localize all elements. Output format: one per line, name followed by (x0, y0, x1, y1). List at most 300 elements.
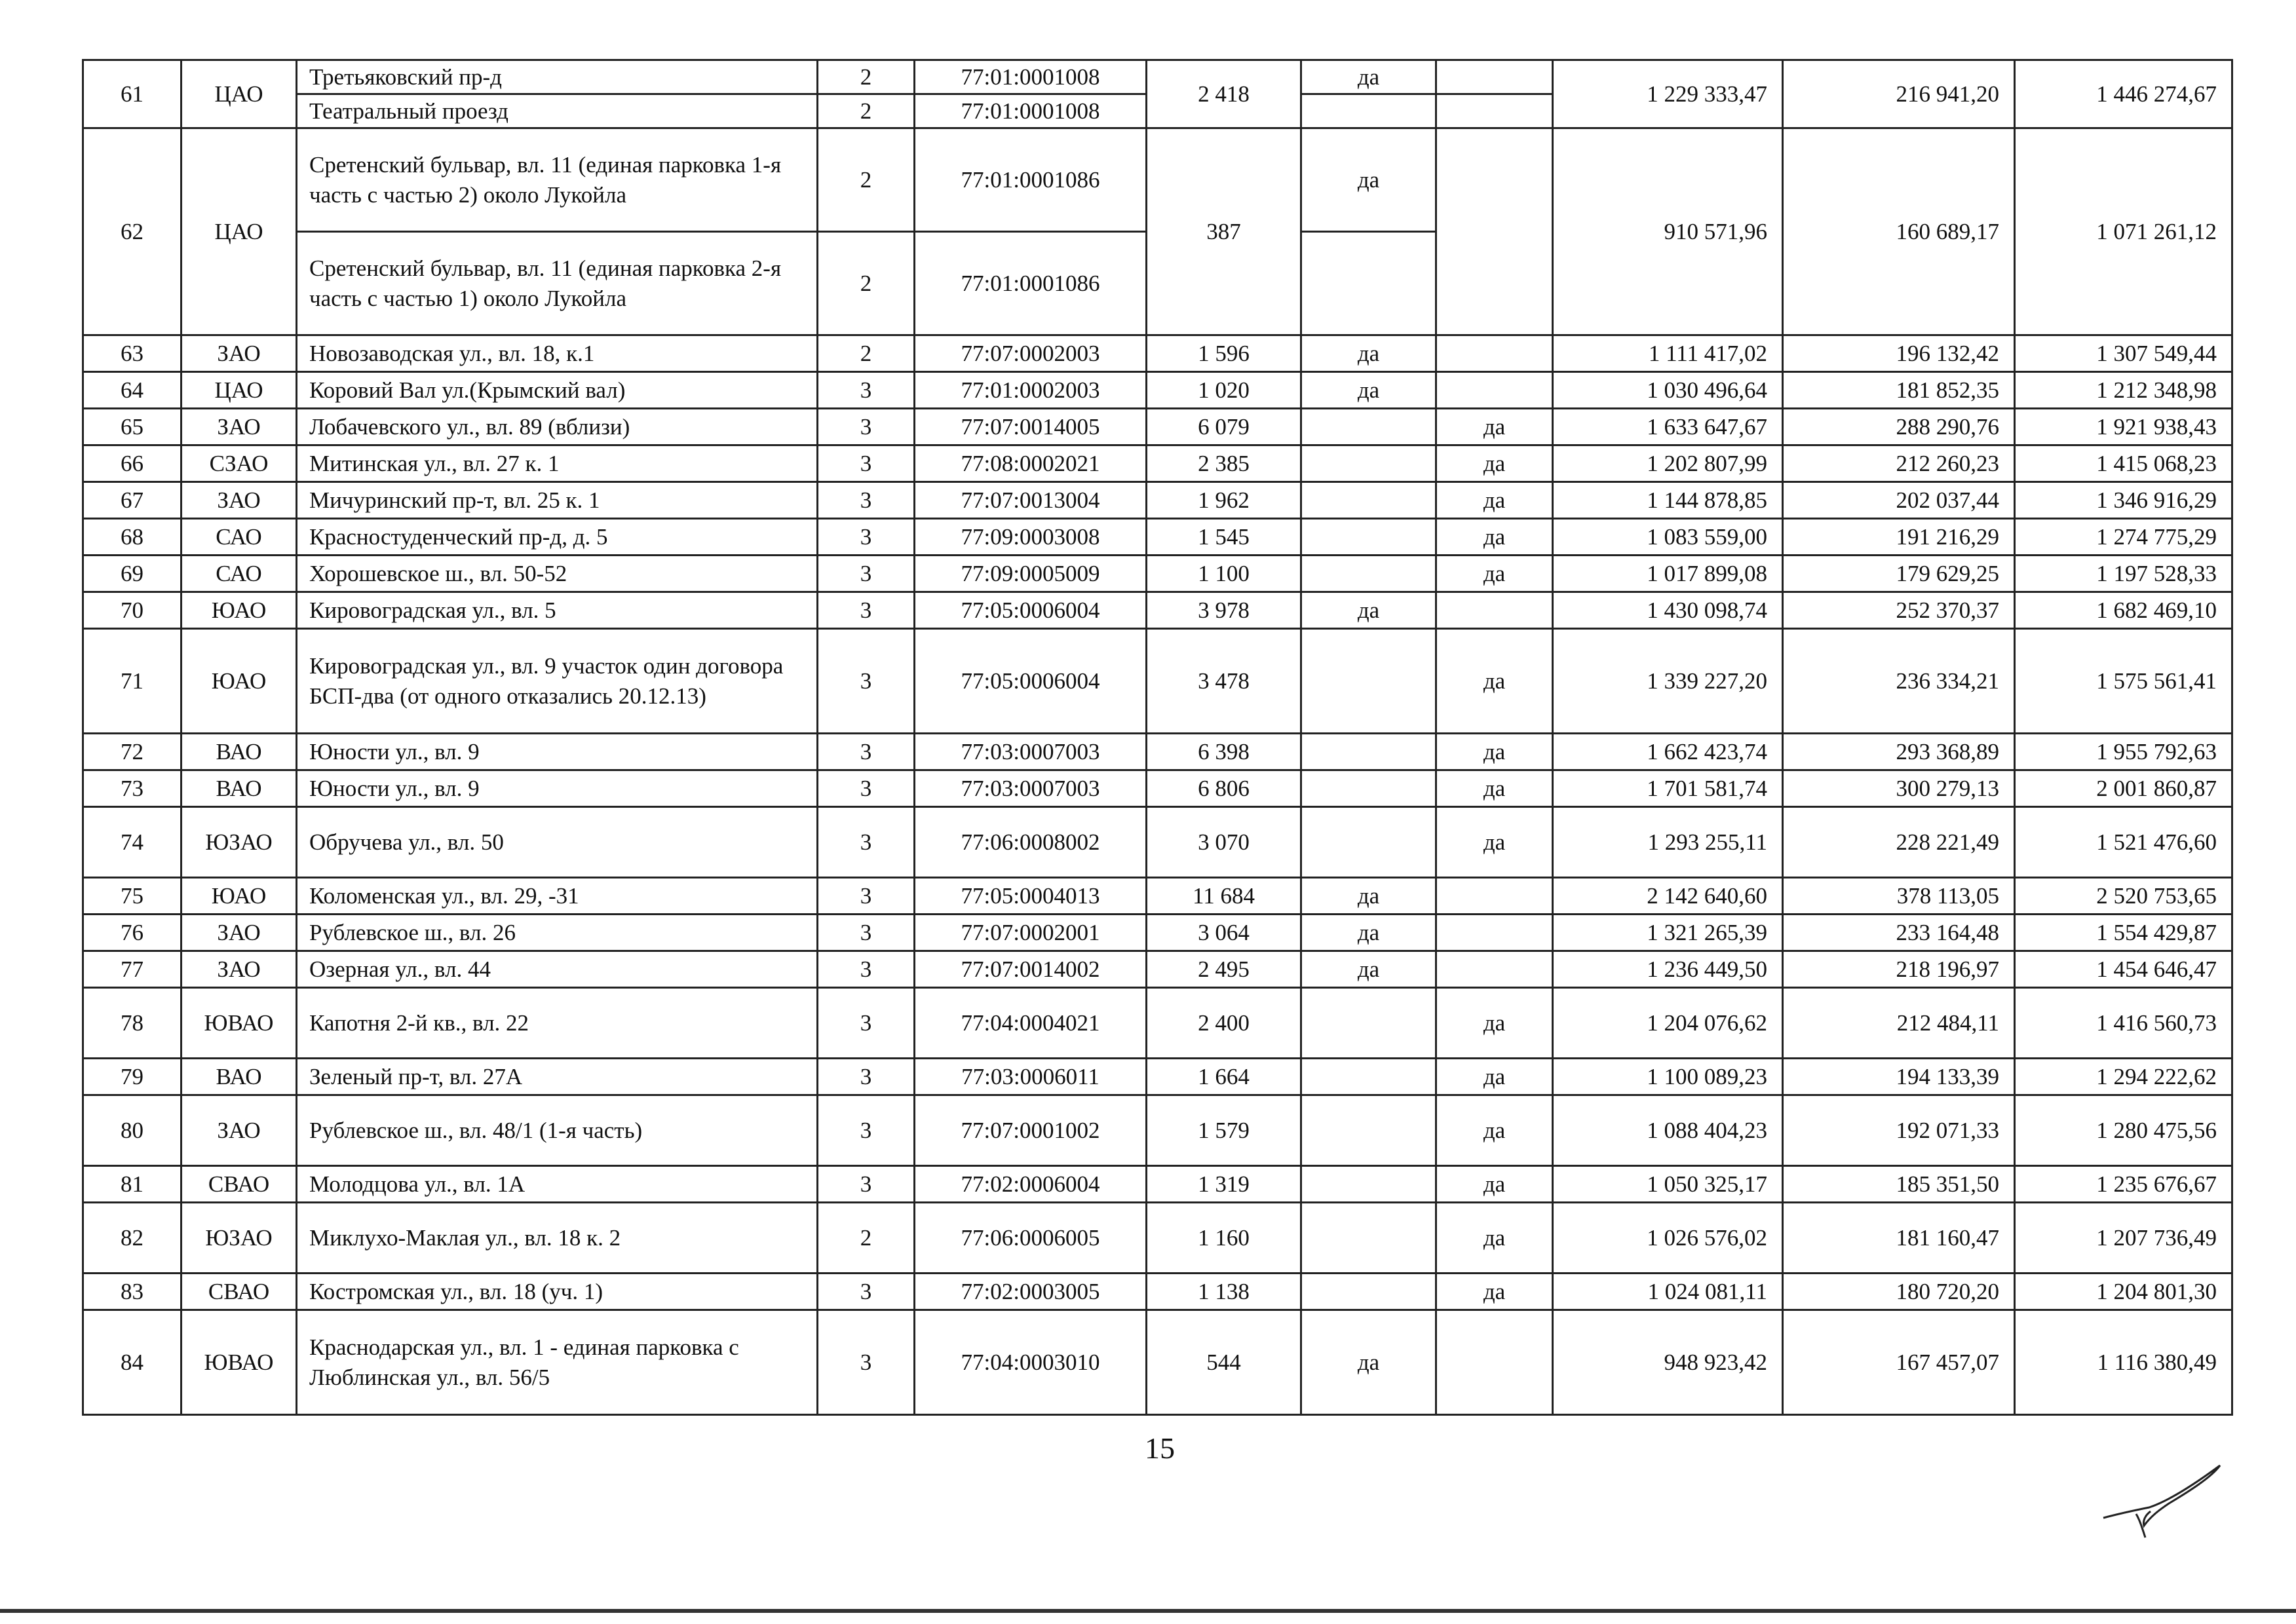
vat-cell: 181 160,47 (1783, 1203, 2015, 1274)
district-cell: САО (182, 556, 297, 592)
vat-cell: 228 221,49 (1783, 807, 2015, 878)
flag-a-cell (1301, 1166, 1436, 1203)
total-cell: 1 116 380,49 (2015, 1310, 2232, 1415)
price-cell: 1 024 081,11 (1553, 1274, 1783, 1310)
cadastral-cell: 77:07:0013004 (915, 482, 1147, 519)
table-row (83, 1203, 2232, 1274)
district-cell: ЮВАО (182, 1310, 297, 1415)
price-cell: 1 633 647,67 (1553, 409, 1783, 445)
cadastral-cell: 77:02:0003005 (915, 1274, 1147, 1310)
zone-cell: 2 (818, 232, 915, 335)
total-cell: 1 346 916,29 (2015, 482, 2232, 519)
zone-cell: 2 (818, 94, 915, 128)
row-number-cell: 80 (83, 1095, 182, 1166)
address-cell: Капотня 2-й кв., вл. 22 (297, 988, 818, 1059)
cadastral-cell: 77:04:0004021 (915, 988, 1147, 1059)
district-cell: ВАО (182, 770, 297, 807)
flag-b-cell: да (1436, 734, 1553, 770)
table-row (83, 1059, 2232, 1095)
total-cell: 1 294 222,62 (2015, 1059, 2232, 1095)
flag-a-cell (1301, 556, 1436, 592)
price-cell: 1 701 581,74 (1553, 770, 1783, 807)
zone-cell: 3 (818, 1166, 915, 1203)
flag-a-cell (1301, 1095, 1436, 1166)
flag-b-cell (1436, 592, 1553, 629)
district-cell: ЗАО (182, 951, 297, 988)
district-cell: ЮАО (182, 592, 297, 629)
flag-a-cell: да (1301, 60, 1436, 94)
area-cell: 11 684 (1147, 878, 1301, 915)
area-cell: 3 070 (1147, 807, 1301, 878)
price-cell: 948 923,42 (1553, 1310, 1783, 1415)
flag-b-cell: да (1436, 1166, 1553, 1203)
flag-a-cell (1301, 232, 1436, 335)
total-cell: 1 307 549,44 (2015, 335, 2232, 372)
row-number-cell: 70 (83, 592, 182, 629)
cadastral-cell: 77:01:0001008 (915, 94, 1147, 128)
flag-b-cell (1436, 60, 1553, 94)
vat-cell: 179 629,25 (1783, 556, 2015, 592)
flag-b-cell (1436, 128, 1553, 335)
vat-cell: 167 457,07 (1783, 1310, 2015, 1415)
row-number-cell: 61 (83, 60, 182, 128)
flag-a-cell (1301, 734, 1436, 770)
address-cell: Кировоградская ул., вл. 9 участок один договора БСП-два (от одного отказались 20.12.13) (297, 629, 818, 734)
flag-a-cell (1301, 409, 1436, 445)
row-number-cell: 67 (83, 482, 182, 519)
area-cell: 1 100 (1147, 556, 1301, 592)
row-number-cell: 84 (83, 1310, 182, 1415)
area-cell: 1 596 (1147, 335, 1301, 372)
vat-cell: 216 941,20 (1783, 60, 2015, 128)
flag-a-cell: да (1301, 915, 1436, 951)
zone-cell: 3 (818, 519, 915, 556)
row-number-cell: 82 (83, 1203, 182, 1274)
flag-b-cell (1436, 372, 1553, 409)
district-cell: ЮАО (182, 878, 297, 915)
total-cell: 1 274 775,29 (2015, 519, 2232, 556)
address-cell: Кировоградская ул., вл. 5 (297, 592, 818, 629)
address-cell: Костромская ул., вл. 18 (уч. 1) (297, 1274, 818, 1310)
flag-a-cell: да (1301, 372, 1436, 409)
district-cell: ЗАО (182, 915, 297, 951)
address-cell: Молодцова ул., вл. 1А (297, 1166, 818, 1203)
vat-cell: 194 133,39 (1783, 1059, 2015, 1095)
address-cell: Краснодарская ул., вл. 1 - единая парковка с Люблинская ул., вл. 56/5 (297, 1310, 818, 1415)
row-number-cell: 79 (83, 1059, 182, 1095)
zone-cell: 2 (818, 335, 915, 372)
flag-b-cell: да (1436, 482, 1553, 519)
table-row (83, 60, 2232, 94)
address-cell: Новозаводская ул., вл. 18, к.1 (297, 335, 818, 372)
address-cell: Театральный проезд (297, 94, 818, 128)
vat-cell: 180 720,20 (1783, 1274, 2015, 1310)
area-cell: 2 400 (1147, 988, 1301, 1059)
price-cell: 1 100 089,23 (1553, 1059, 1783, 1095)
district-cell: СЗАО (182, 445, 297, 482)
total-cell: 1 521 476,60 (2015, 807, 2232, 878)
zone-cell: 3 (818, 951, 915, 988)
total-cell: 1 204 801,30 (2015, 1274, 2232, 1310)
flag-a-cell (1301, 629, 1436, 734)
flag-a-cell (1301, 519, 1436, 556)
flag-b-cell: да (1436, 807, 1553, 878)
address-cell: Красностуденческий пр-д, д. 5 (297, 519, 818, 556)
flag-b-cell: да (1436, 556, 1553, 592)
cadastral-cell: 77:05:0004013 (915, 878, 1147, 915)
vat-cell: 212 484,11 (1783, 988, 2015, 1059)
row-number-cell: 66 (83, 445, 182, 482)
price-cell: 1 202 807,99 (1553, 445, 1783, 482)
vat-cell: 288 290,76 (1783, 409, 2015, 445)
area-cell: 6 079 (1147, 409, 1301, 445)
flag-b-cell: да (1436, 770, 1553, 807)
vat-cell: 252 370,37 (1783, 592, 2015, 629)
zone-cell: 3 (818, 409, 915, 445)
area-cell: 1 020 (1147, 372, 1301, 409)
flag-b-cell (1436, 915, 1553, 951)
address-cell: Юности ул., вл. 9 (297, 770, 818, 807)
price-cell: 1 339 227,20 (1553, 629, 1783, 734)
zone-cell: 3 (818, 770, 915, 807)
price-cell: 1 430 098,74 (1553, 592, 1783, 629)
vat-cell: 185 351,50 (1783, 1166, 2015, 1203)
table-row (83, 592, 2232, 629)
cadastral-cell: 77:04:0003010 (915, 1310, 1147, 1415)
table-row (83, 482, 2232, 519)
table-row (83, 1310, 2232, 1415)
cadastral-cell: 77:09:0005009 (915, 556, 1147, 592)
flag-a-cell (1301, 445, 1436, 482)
address-cell: Рублевское ш., вл. 48/1 (1-я часть) (297, 1095, 818, 1166)
row-number-cell: 74 (83, 807, 182, 878)
cadastral-cell: 77:01:0001086 (915, 128, 1147, 232)
table-row (83, 128, 2232, 232)
table-row (83, 807, 2232, 878)
district-cell: СВАО (182, 1166, 297, 1203)
cadastral-cell: 77:01:0001008 (915, 60, 1147, 94)
flag-a-cell (1301, 988, 1436, 1059)
vat-cell: 202 037,44 (1783, 482, 2015, 519)
cadastral-cell: 77:05:0006004 (915, 592, 1147, 629)
zone-cell: 2 (818, 1203, 915, 1274)
zone-cell: 3 (818, 1095, 915, 1166)
address-cell: Юности ул., вл. 9 (297, 734, 818, 770)
area-cell: 3 064 (1147, 915, 1301, 951)
row-number-cell: 75 (83, 878, 182, 915)
cadastral-cell: 77:06:0006005 (915, 1203, 1147, 1274)
zone-cell: 3 (818, 1274, 915, 1310)
total-cell: 1 235 676,67 (2015, 1166, 2232, 1203)
vat-cell: 300 279,13 (1783, 770, 2015, 807)
flag-b-cell: да (1436, 988, 1553, 1059)
row-number-cell: 81 (83, 1166, 182, 1203)
vat-cell: 196 132,42 (1783, 335, 2015, 372)
vat-cell: 192 071,33 (1783, 1095, 2015, 1166)
total-cell: 1 071 261,12 (2015, 128, 2232, 335)
area-cell: 2 418 (1147, 60, 1301, 128)
vat-cell: 236 334,21 (1783, 629, 2015, 734)
area-cell: 1 138 (1147, 1274, 1301, 1310)
flag-a-cell (1301, 807, 1436, 878)
price-cell: 1 293 255,11 (1553, 807, 1783, 878)
row-number-cell: 71 (83, 629, 182, 734)
row-number-cell: 62 (83, 128, 182, 335)
flag-b-cell (1436, 94, 1553, 128)
district-cell: ЦАО (182, 60, 297, 128)
address-cell: Коломенская ул., вл. 29, -31 (297, 878, 818, 915)
table-row (83, 519, 2232, 556)
price-cell: 1 026 576,02 (1553, 1203, 1783, 1274)
zone-cell: 3 (818, 1310, 915, 1415)
table-row (83, 988, 2232, 1059)
area-cell: 6 806 (1147, 770, 1301, 807)
cadastral-cell: 77:03:0007003 (915, 734, 1147, 770)
flag-b-cell: да (1436, 629, 1553, 734)
table-row (83, 951, 2232, 988)
price-cell: 1 236 449,50 (1553, 951, 1783, 988)
table-row (83, 1274, 2232, 1310)
address-cell: Митинская ул., вл. 27 к. 1 (297, 445, 818, 482)
cadastral-cell: 77:09:0003008 (915, 519, 1147, 556)
flag-a-cell: да (1301, 878, 1436, 915)
total-cell: 2 001 860,87 (2015, 770, 2232, 807)
price-cell: 2 142 640,60 (1553, 878, 1783, 915)
flag-b-cell: да (1436, 1095, 1553, 1166)
flag-b-cell: да (1436, 409, 1553, 445)
zone-cell: 2 (818, 128, 915, 232)
cadastral-cell: 77:07:0002003 (915, 335, 1147, 372)
area-cell: 544 (1147, 1310, 1301, 1415)
total-cell: 1 921 938,43 (2015, 409, 2232, 445)
area-cell: 387 (1147, 128, 1301, 335)
district-cell: ЮЗАО (182, 807, 297, 878)
district-cell: ЗАО (182, 335, 297, 372)
row-number-cell: 78 (83, 988, 182, 1059)
zone-cell: 3 (818, 556, 915, 592)
parking-lots-table (82, 59, 2233, 1416)
vat-cell: 293 368,89 (1783, 734, 2015, 770)
page-number: 15 (1145, 1431, 1175, 1465)
table-row (83, 770, 2232, 807)
vat-cell: 378 113,05 (1783, 878, 2015, 915)
total-cell: 2 520 753,65 (2015, 878, 2232, 915)
zone-cell: 3 (818, 372, 915, 409)
flag-b-cell: да (1436, 445, 1553, 482)
flag-a-cell: да (1301, 592, 1436, 629)
flag-b-cell: да (1436, 1203, 1553, 1274)
total-cell: 1 446 274,67 (2015, 60, 2232, 128)
district-cell: ЦАО (182, 372, 297, 409)
flag-a-cell (1301, 1203, 1436, 1274)
total-cell: 1 682 469,10 (2015, 592, 2232, 629)
vat-cell: 212 260,23 (1783, 445, 2015, 482)
address-cell: Сретенский бульвар, вл. 11 (единая парковка 1-я часть с частью 2) около Лукойла (297, 128, 818, 232)
price-cell: 1 088 404,23 (1553, 1095, 1783, 1166)
area-cell: 3 478 (1147, 629, 1301, 734)
price-cell: 1 083 559,00 (1553, 519, 1783, 556)
area-cell: 1 664 (1147, 1059, 1301, 1095)
row-number-cell: 69 (83, 556, 182, 592)
row-number-cell: 63 (83, 335, 182, 372)
zone-cell: 3 (818, 988, 915, 1059)
table-row (83, 915, 2232, 951)
address-cell: Третьяковский пр-д (297, 60, 818, 94)
total-cell: 1 955 792,63 (2015, 734, 2232, 770)
table-row (83, 878, 2232, 915)
area-cell: 1 579 (1147, 1095, 1301, 1166)
cadastral-cell: 77:03:0007003 (915, 770, 1147, 807)
vat-cell: 160 689,17 (1783, 128, 2015, 335)
cadastral-cell: 77:03:0006011 (915, 1059, 1147, 1095)
total-cell: 1 207 736,49 (2015, 1203, 2232, 1274)
cadastral-cell: 77:07:0014002 (915, 951, 1147, 988)
vat-cell: 191 216,29 (1783, 519, 2015, 556)
row-number-cell: 73 (83, 770, 182, 807)
price-cell: 1 144 878,85 (1553, 482, 1783, 519)
table-row (83, 335, 2232, 372)
address-cell: Сретенский бульвар, вл. 11 (единая парковка 2-я часть с частью 1) около Лукойла (297, 232, 818, 335)
total-cell: 1 197 528,33 (2015, 556, 2232, 592)
table-row (83, 372, 2232, 409)
row-number-cell: 76 (83, 915, 182, 951)
cadastral-cell: 77:07:0014005 (915, 409, 1147, 445)
zone-cell: 3 (818, 915, 915, 951)
address-cell: Лобачевского ул., вл. 89 (вблизи) (297, 409, 818, 445)
row-number-cell: 77 (83, 951, 182, 988)
flag-a-cell (1301, 1274, 1436, 1310)
price-cell: 1 204 076,62 (1553, 988, 1783, 1059)
price-cell: 1 662 423,74 (1553, 734, 1783, 770)
address-cell: Зеленый пр-т, вл. 27А (297, 1059, 818, 1095)
district-cell: ЗАО (182, 409, 297, 445)
flag-a-cell: да (1301, 1310, 1436, 1415)
district-cell: САО (182, 519, 297, 556)
row-number-cell: 68 (83, 519, 182, 556)
total-cell: 1 280 475,56 (2015, 1095, 2232, 1166)
flag-a-cell: да (1301, 335, 1436, 372)
flag-a-cell (1301, 482, 1436, 519)
flag-a-cell (1301, 770, 1436, 807)
address-cell: Коровий Вал ул.(Крымский вал) (297, 372, 818, 409)
district-cell: ЮАО (182, 629, 297, 734)
cadastral-cell: 77:07:0002001 (915, 915, 1147, 951)
flag-b-cell (1436, 878, 1553, 915)
flag-b-cell (1436, 1310, 1553, 1415)
cadastral-cell: 77:06:0008002 (915, 807, 1147, 878)
price-cell: 1 229 333,47 (1553, 60, 1783, 128)
zone-cell: 2 (818, 60, 915, 94)
address-cell: Озерная ул., вл. 44 (297, 951, 818, 988)
table-row (83, 409, 2232, 445)
row-number-cell: 83 (83, 1274, 182, 1310)
zone-cell: 3 (818, 734, 915, 770)
table-row (83, 445, 2232, 482)
zone-cell: 3 (818, 629, 915, 734)
district-cell: ЦАО (182, 128, 297, 335)
zone-cell: 3 (818, 878, 915, 915)
area-cell: 1 319 (1147, 1166, 1301, 1203)
cadastral-cell: 77:02:0006004 (915, 1166, 1147, 1203)
cadastral-cell: 77:01:0002003 (915, 372, 1147, 409)
district-cell: ВАО (182, 1059, 297, 1095)
area-cell: 3 978 (1147, 592, 1301, 629)
total-cell: 1 212 348,98 (2015, 372, 2232, 409)
price-cell: 1 030 496,64 (1553, 372, 1783, 409)
price-cell: 910 571,96 (1553, 128, 1783, 335)
area-cell: 1 962 (1147, 482, 1301, 519)
flag-b-cell: да (1436, 519, 1553, 556)
district-cell: ЮВАО (182, 988, 297, 1059)
flag-a-cell: да (1301, 128, 1436, 232)
row-number-cell: 64 (83, 372, 182, 409)
cadastral-cell: 77:07:0001002 (915, 1095, 1147, 1166)
page-bottom-rule (0, 1609, 2296, 1613)
vat-cell: 218 196,97 (1783, 951, 2015, 988)
district-cell: ВАО (182, 734, 297, 770)
flag-a-cell (1301, 94, 1436, 128)
table-row (83, 629, 2232, 734)
zone-cell: 3 (818, 482, 915, 519)
address-cell: Обручева ул., вл. 50 (297, 807, 818, 878)
district-cell: ЮЗАО (182, 1203, 297, 1274)
area-cell: 1 545 (1147, 519, 1301, 556)
total-cell: 1 416 560,73 (2015, 988, 2232, 1059)
total-cell: 1 415 068,23 (2015, 445, 2232, 482)
flag-b-cell (1436, 335, 1553, 372)
cadastral-cell: 77:01:0001086 (915, 232, 1147, 335)
row-number-cell: 72 (83, 734, 182, 770)
document-table-container (82, 59, 2231, 1416)
total-cell: 1 554 429,87 (2015, 915, 2232, 951)
total-cell: 1 454 646,47 (2015, 951, 2232, 988)
flag-a-cell: да (1301, 951, 1436, 988)
price-cell: 1 050 325,17 (1553, 1166, 1783, 1203)
table-row (83, 556, 2232, 592)
cadastral-cell: 77:05:0006004 (915, 629, 1147, 734)
zone-cell: 3 (818, 592, 915, 629)
flag-b-cell: да (1436, 1274, 1553, 1310)
area-cell: 6 398 (1147, 734, 1301, 770)
row-number-cell: 65 (83, 409, 182, 445)
district-cell: СВАО (182, 1274, 297, 1310)
area-cell: 1 160 (1147, 1203, 1301, 1274)
flag-b-cell (1436, 951, 1553, 988)
price-cell: 1 017 899,08 (1553, 556, 1783, 592)
district-cell: ЗАО (182, 1095, 297, 1166)
price-cell: 1 321 265,39 (1553, 915, 1783, 951)
cadastral-cell: 77:08:0002021 (915, 445, 1147, 482)
address-cell: Миклухо-Маклая ул., вл. 18 к. 2 (297, 1203, 818, 1274)
address-cell: Мичуринский пр-т, вл. 25 к. 1 (297, 482, 818, 519)
handwritten-signature (2097, 1458, 2228, 1543)
zone-cell: 3 (818, 807, 915, 878)
flag-b-cell: да (1436, 1059, 1553, 1095)
flag-a-cell (1301, 1059, 1436, 1095)
area-cell: 2 385 (1147, 445, 1301, 482)
area-cell: 2 495 (1147, 951, 1301, 988)
district-cell: ЗАО (182, 482, 297, 519)
total-cell: 1 575 561,41 (2015, 629, 2232, 734)
zone-cell: 3 (818, 445, 915, 482)
table-row (83, 1166, 2232, 1203)
vat-cell: 181 852,35 (1783, 372, 2015, 409)
address-cell: Рублевское ш., вл. 26 (297, 915, 818, 951)
address-cell: Хорошевское ш., вл. 50-52 (297, 556, 818, 592)
price-cell: 1 111 417,02 (1553, 335, 1783, 372)
vat-cell: 233 164,48 (1783, 915, 2015, 951)
zone-cell: 3 (818, 1059, 915, 1095)
